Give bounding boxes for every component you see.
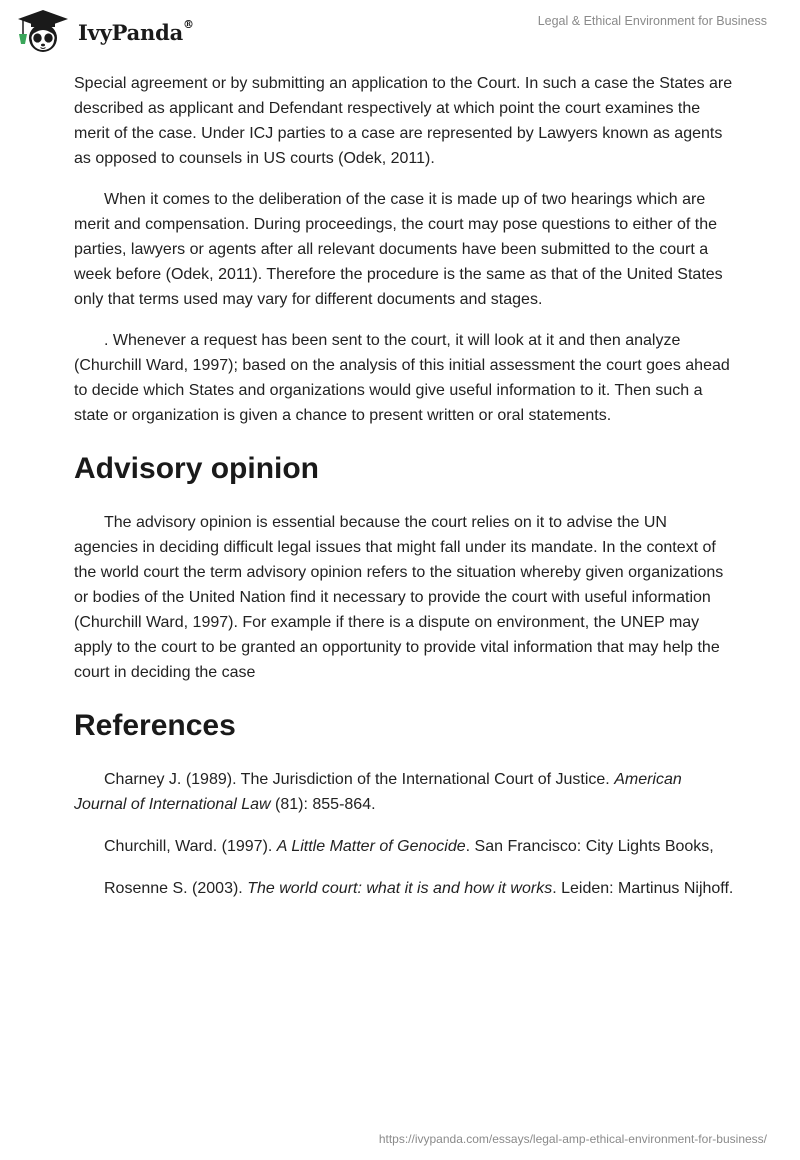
document-title: Legal & Ethical Environment for Business [537, 14, 767, 28]
brand-name: IvyPanda® [78, 17, 194, 45]
page-header [0, 0, 800, 62]
reference-item: Charney J. (1989). The Jurisdiction of the International Court of Justice. American Journal of International Law (81): 855-864. [74, 771, 682, 813]
body-paragraph: . Whenever a request has been sent to the court, it will look at it and then analyze (Churchill Ward, 1997); based on the analysis of this initial assessment the court goes ahead to decide which States and organizations would give useful information to it. Then such a state or organization is given a chance to present written or oral statements. [74, 332, 730, 424]
section-heading-advisory-opinion: Advisory opinion [74, 452, 320, 485]
ivypanda-logo[interactable] [14, 8, 194, 54]
reference-item: Rosenne S. (2003). The world court: what it is and how it works. Leiden: Martinus Nijhoff. [104, 880, 734, 897]
body-paragraph: When it comes to the deliberation of the case it is made up of two hearings which are merit and compensation. During proceedings, the court may pose questions to either of the parties, lawyers or agents after all relevant documents have been submitted to the court a week before (Odek, 2011). Therefore the procedure is the same as that of the United States only that terms used may vary for different documents and stages. [74, 191, 723, 308]
essay-body [74, 71, 734, 918]
body-paragraph: Special agreement or by submitting an application to the Court. In such a case the States are described as applicant and Defendant respectively at which point the court examines the merit of the case. Under ICJ parties to a case are represented by Lawyers known as agents as opposed to counsels in US courts (Odek, 2011). [74, 75, 733, 167]
reference-item: Churchill, Ward. (1997). A Little Matter of Genocide. San Francisco: City Lights Books, [104, 838, 714, 855]
section-heading-references: References [74, 709, 236, 742]
panda-graduation-icon [14, 8, 72, 54]
source-url[interactable]: https://ivypanda.com/essays/legal-amp-ethical-environment-for-business/ [378, 1132, 767, 1146]
registered-mark: ® [183, 17, 194, 31]
body-paragraph: The advisory opinion is essential because the court relies on it to advise the UN agencies in deciding difficult legal issues that might fall under its mandate. In the context of the world court the term advisory opinion refers to the situation whereby given organizations or bodies of the United Nation find it necessary to provide the court with useful information (Churchill Ward, 1997). For example if there is a dispute on environment, the UNEP may apply to the court to be granted an opportunity to provide vital information that may help the court in deciding the case [74, 514, 724, 681]
